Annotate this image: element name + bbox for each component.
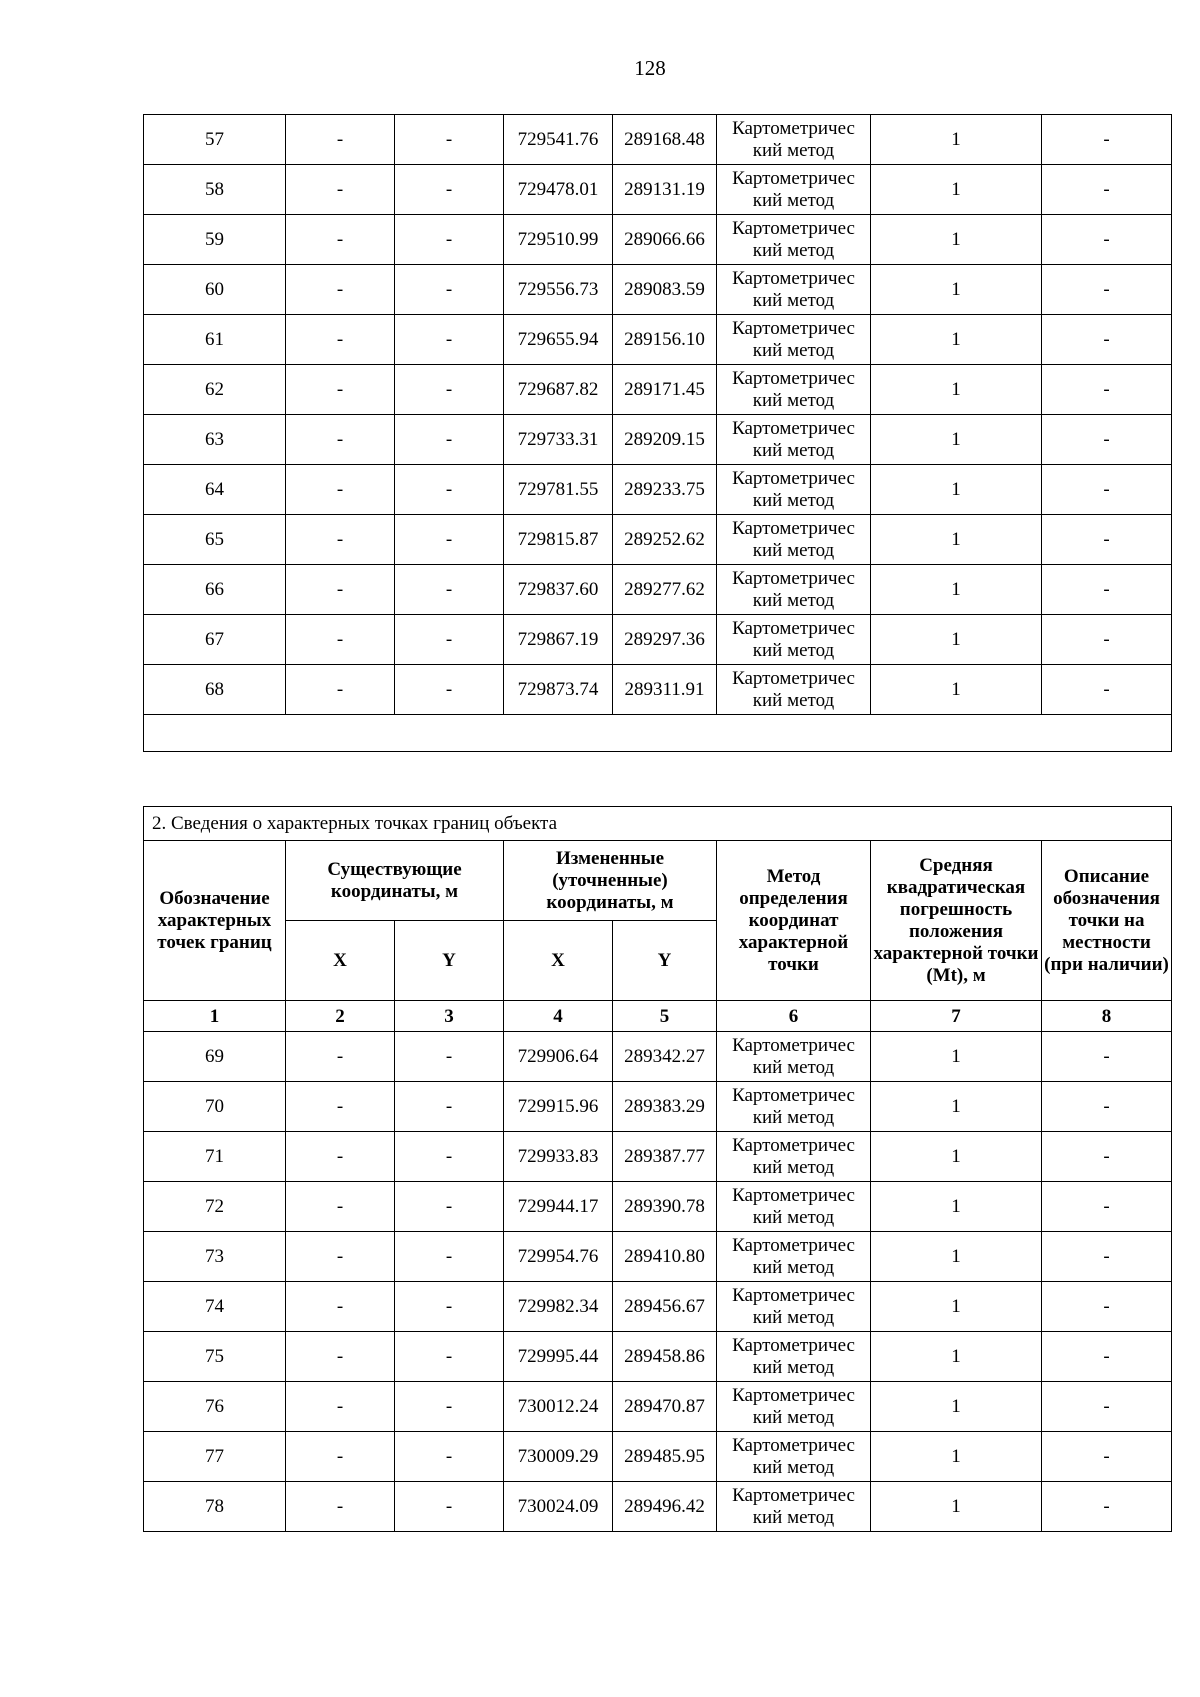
table-row — [144, 465, 1172, 515]
method-cell — [717, 1282, 871, 1332]
changed-y-cell: 289131.19 — [613, 165, 717, 215]
point-description-cell: - — [1042, 665, 1172, 715]
existing-y-cell: - — [395, 165, 504, 215]
changed-x-cell: 729995.44 — [504, 1332, 613, 1382]
method-cell — [717, 415, 871, 465]
point-designation-cell: 66 — [144, 565, 286, 615]
changed-x-cell: 729815.87 — [504, 515, 613, 565]
changed-y-cell: 289311.91 — [613, 665, 717, 715]
method-cell — [717, 115, 871, 165]
existing-y-cell: - — [395, 415, 504, 465]
existing-x-cell: - — [286, 115, 395, 165]
existing-y-cell: - — [395, 1332, 504, 1382]
point-designation-cell: 64 — [144, 465, 286, 515]
point-description-cell: - — [1042, 415, 1172, 465]
existing-y-cell: - — [395, 1082, 504, 1132]
point-designation-cell: 78 — [144, 1482, 286, 1532]
method-text-line: кий метод — [752, 689, 835, 711]
table-row — [144, 265, 1172, 315]
accuracy-mt-cell: 1 — [871, 1282, 1042, 1332]
header-existing-coords: Существующие координаты, м — [286, 841, 504, 921]
method-text-line: кий метод — [752, 1506, 835, 1528]
point-designation-cell: 71 — [144, 1132, 286, 1182]
method-text-line: кий метод — [752, 1456, 835, 1478]
table-row — [144, 565, 1172, 615]
point-designation-cell: 76 — [144, 1382, 286, 1432]
point-description-cell: - — [1042, 1082, 1172, 1132]
method-text-line: Картометричес — [732, 267, 855, 289]
changed-x-cell: 729954.76 — [504, 1232, 613, 1282]
column-number: 7 — [871, 1001, 1042, 1032]
existing-y-cell: - — [395, 1132, 504, 1182]
column-number: 6 — [717, 1001, 871, 1032]
table-caption-row — [144, 807, 1172, 841]
method-text-line: кий метод — [752, 1056, 835, 1078]
points-table-continued — [143, 114, 1172, 752]
accuracy-mt-cell: 1 — [871, 165, 1042, 215]
column-number: 5 — [613, 1001, 717, 1032]
table-row — [144, 1182, 1172, 1232]
accuracy-mt-cell: 1 — [871, 1182, 1042, 1232]
accuracy-mt-cell: 1 — [871, 1032, 1042, 1082]
existing-x-cell: - — [286, 665, 395, 715]
point-description-cell: - — [1042, 315, 1172, 365]
table-row — [144, 1332, 1172, 1382]
existing-x-cell: - — [286, 565, 395, 615]
method-cell — [717, 215, 871, 265]
point-description-cell: - — [1042, 1032, 1172, 1082]
method-text-line: кий метод — [752, 1156, 835, 1178]
existing-y-cell: - — [395, 665, 504, 715]
method-text-line: Картометричес — [732, 1084, 855, 1106]
existing-y-cell: - — [395, 1032, 504, 1082]
method-text-line: Картометричес — [732, 217, 855, 239]
method-text-line: Картометричес — [732, 1134, 855, 1156]
table-row — [144, 1382, 1172, 1432]
header-method: Метод определения координат характерной точки — [717, 841, 871, 1001]
changed-y-cell: 289456.67 — [613, 1282, 717, 1332]
method-cell — [717, 515, 871, 565]
table-row — [144, 1032, 1172, 1082]
method-text-line: Картометричес — [732, 1384, 855, 1406]
existing-y-cell: - — [395, 1232, 504, 1282]
changed-x-cell: 729781.55 — [504, 465, 613, 515]
changed-y-cell: 289083.59 — [613, 265, 717, 315]
changed-x-cell: 729733.31 — [504, 415, 613, 465]
point-description-cell: - — [1042, 565, 1172, 615]
point-description-cell: - — [1042, 1282, 1172, 1332]
method-text-line: кий метод — [752, 1106, 835, 1128]
accuracy-mt-cell: 1 — [871, 215, 1042, 265]
point-designation-cell: 70 — [144, 1082, 286, 1132]
existing-x-cell: - — [286, 1332, 395, 1382]
existing-x-cell: - — [286, 265, 395, 315]
changed-x-cell: 729933.83 — [504, 1132, 613, 1182]
method-text-line: Картометричес — [732, 1484, 855, 1506]
header-changed-y: Y — [613, 921, 717, 1001]
changed-y-cell: 289171.45 — [613, 365, 717, 415]
accuracy-mt-cell: 1 — [871, 515, 1042, 565]
method-cell — [717, 1432, 871, 1482]
point-description-cell: - — [1042, 515, 1172, 565]
method-text-line: кий метод — [752, 189, 835, 211]
changed-x-cell: 729906.64 — [504, 1032, 613, 1082]
changed-x-cell: 729873.74 — [504, 665, 613, 715]
existing-x-cell: - — [286, 165, 395, 215]
method-text-line: кий метод — [752, 589, 835, 611]
existing-x-cell: - — [286, 1432, 395, 1482]
changed-x-cell: 729867.19 — [504, 615, 613, 665]
point-designation-cell: 68 — [144, 665, 286, 715]
method-cell — [717, 1232, 871, 1282]
method-text-line: кий метод — [752, 389, 835, 411]
existing-y-cell: - — [395, 215, 504, 265]
existing-x-cell: - — [286, 1382, 395, 1432]
method-cell — [717, 665, 871, 715]
point-designation-cell: 75 — [144, 1332, 286, 1382]
method-text-line: кий метод — [752, 139, 835, 161]
method-cell — [717, 265, 871, 315]
existing-x-cell: - — [286, 315, 395, 365]
table-row — [144, 1232, 1172, 1282]
table-row — [144, 1282, 1172, 1332]
table-row — [144, 615, 1172, 665]
accuracy-mt-cell: 1 — [871, 115, 1042, 165]
existing-y-cell: - — [395, 465, 504, 515]
method-text-line: Картометричес — [732, 1034, 855, 1056]
existing-y-cell: - — [395, 265, 504, 315]
changed-y-cell: 289277.62 — [613, 565, 717, 615]
header-accuracy: Средняя квадратическая погрешность положения характерной точки (Mt), м — [871, 841, 1042, 1001]
accuracy-mt-cell: 1 — [871, 365, 1042, 415]
table-caption: 2. Сведения о характерных точках границ объекта — [144, 807, 1172, 841]
method-text-line: Картометричес — [732, 367, 855, 389]
existing-x-cell: - — [286, 1132, 395, 1182]
existing-y-cell: - — [395, 1482, 504, 1532]
method-text-line: Картометричес — [732, 517, 855, 539]
empty-cell — [144, 715, 1172, 752]
changed-y-cell: 289390.78 — [613, 1182, 717, 1232]
method-cell — [717, 1382, 871, 1432]
accuracy-mt-cell: 1 — [871, 1332, 1042, 1382]
boundary-points-table-body — [144, 1032, 1172, 1532]
point-description-cell: - — [1042, 165, 1172, 215]
changed-x-cell: 729478.01 — [504, 165, 613, 215]
point-description-cell: - — [1042, 1332, 1172, 1382]
accuracy-mt-cell: 1 — [871, 465, 1042, 515]
changed-x-cell: 730012.24 — [504, 1382, 613, 1432]
accuracy-mt-cell: 1 — [871, 1132, 1042, 1182]
changed-y-cell: 289410.80 — [613, 1232, 717, 1282]
column-number: 2 — [286, 1001, 395, 1032]
point-designation-cell: 77 — [144, 1432, 286, 1482]
existing-x-cell: - — [286, 615, 395, 665]
existing-x-cell: - — [286, 515, 395, 565]
method-text-line: Картометричес — [732, 1334, 855, 1356]
boundary-points-table — [143, 806, 1172, 1532]
existing-x-cell: - — [286, 465, 395, 515]
table-row — [144, 515, 1172, 565]
point-description-cell: - — [1042, 265, 1172, 315]
method-text-line: Картометричес — [732, 1284, 855, 1306]
changed-x-cell: 730009.29 — [504, 1432, 613, 1482]
existing-x-cell: - — [286, 1082, 395, 1132]
method-text-line: Картометричес — [732, 617, 855, 639]
changed-y-cell: 289485.95 — [613, 1432, 717, 1482]
accuracy-mt-cell: 1 — [871, 565, 1042, 615]
point-designation-cell: 61 — [144, 315, 286, 365]
existing-y-cell: - — [395, 1382, 504, 1432]
method-text-line: Картометричес — [732, 317, 855, 339]
accuracy-mt-cell: 1 — [871, 1232, 1042, 1282]
existing-y-cell: - — [395, 365, 504, 415]
table-row — [144, 1132, 1172, 1182]
changed-x-cell: 729687.82 — [504, 365, 613, 415]
existing-y-cell: - — [395, 615, 504, 665]
point-designation-cell: 57 — [144, 115, 286, 165]
accuracy-mt-cell: 1 — [871, 1482, 1042, 1532]
method-text-line: кий метод — [752, 1406, 835, 1428]
changed-x-cell: 729655.94 — [504, 315, 613, 365]
changed-y-cell: 289496.42 — [613, 1482, 717, 1532]
accuracy-mt-cell: 1 — [871, 1082, 1042, 1132]
method-text-line: Картометричес — [732, 117, 855, 139]
method-text-line: кий метод — [752, 1356, 835, 1378]
changed-x-cell: 729915.96 — [504, 1082, 613, 1132]
existing-x-cell: - — [286, 215, 395, 265]
accuracy-mt-cell: 1 — [871, 665, 1042, 715]
method-cell — [717, 365, 871, 415]
method-cell — [717, 1032, 871, 1082]
changed-y-cell: 289297.36 — [613, 615, 717, 665]
changed-x-cell: 729556.73 — [504, 265, 613, 315]
existing-x-cell: - — [286, 1282, 395, 1332]
point-description-cell: - — [1042, 1432, 1172, 1482]
point-designation-cell: 60 — [144, 265, 286, 315]
method-cell — [717, 1482, 871, 1532]
accuracy-mt-cell: 1 — [871, 1382, 1042, 1432]
method-text-line: Картометричес — [732, 667, 855, 689]
point-designation-cell: 73 — [144, 1232, 286, 1282]
method-text-line: Картометричес — [732, 417, 855, 439]
method-cell — [717, 1082, 871, 1132]
header-existing-y: Y — [395, 921, 504, 1001]
changed-y-cell: 289233.75 — [613, 465, 717, 515]
table-row — [144, 1432, 1172, 1482]
header-existing-x: X — [286, 921, 395, 1001]
method-text-line: кий метод — [752, 1206, 835, 1228]
method-cell — [717, 1332, 871, 1382]
point-designation-cell: 67 — [144, 615, 286, 665]
changed-y-cell: 289458.86 — [613, 1332, 717, 1382]
method-text-line: кий метод — [752, 439, 835, 461]
changed-x-cell: 729510.99 — [504, 215, 613, 265]
header-row-1 — [144, 841, 1172, 921]
point-description-cell: - — [1042, 615, 1172, 665]
table-row — [144, 165, 1172, 215]
changed-x-cell: 729944.17 — [504, 1182, 613, 1232]
point-designation-cell: 59 — [144, 215, 286, 265]
table-row — [144, 115, 1172, 165]
page-number: 128 — [634, 56, 666, 80]
point-designation-cell: 58 — [144, 165, 286, 215]
point-designation-cell: 72 — [144, 1182, 286, 1232]
existing-x-cell: - — [286, 1032, 395, 1082]
point-designation-cell: 69 — [144, 1032, 286, 1082]
points-table-body — [144, 115, 1172, 715]
changed-y-cell: 289470.87 — [613, 1382, 717, 1432]
table-row — [144, 365, 1172, 415]
method-cell — [717, 465, 871, 515]
table-row — [144, 1082, 1172, 1132]
changed-x-cell: 730024.09 — [504, 1482, 613, 1532]
accuracy-mt-cell: 1 — [871, 315, 1042, 365]
changed-x-cell: 729837.60 — [504, 565, 613, 615]
table-row — [144, 315, 1172, 365]
point-description-cell: - — [1042, 1482, 1172, 1532]
table-row — [144, 415, 1172, 465]
method-text-line: кий метод — [752, 1306, 835, 1328]
changed-y-cell: 289156.10 — [613, 315, 717, 365]
method-text-line: Картометричес — [732, 467, 855, 489]
header-description: Описание обозначения точки на местности (при наличии) — [1042, 841, 1172, 1001]
changed-y-cell: 289168.48 — [613, 115, 717, 165]
method-text-line: кий метод — [752, 489, 835, 511]
changed-y-cell: 289383.29 — [613, 1082, 717, 1132]
method-text-line: Картометричес — [732, 1184, 855, 1206]
accuracy-mt-cell: 1 — [871, 265, 1042, 315]
changed-y-cell: 289209.15 — [613, 415, 717, 465]
method-text-line: Картометричес — [732, 567, 855, 589]
changed-y-cell: 289252.62 — [613, 515, 717, 565]
changed-y-cell: 289066.66 — [613, 215, 717, 265]
existing-y-cell: - — [395, 1432, 504, 1482]
existing-x-cell: - — [286, 1232, 395, 1282]
changed-x-cell: 729541.76 — [504, 115, 613, 165]
existing-y-cell: - — [395, 515, 504, 565]
existing-y-cell: - — [395, 315, 504, 365]
header-changed-x: X — [504, 921, 613, 1001]
point-description-cell: - — [1042, 115, 1172, 165]
method-text-line: кий метод — [752, 239, 835, 261]
point-description-cell: - — [1042, 215, 1172, 265]
existing-x-cell: - — [286, 415, 395, 465]
point-designation-cell: 65 — [144, 515, 286, 565]
column-number: 3 — [395, 1001, 504, 1032]
existing-y-cell: - — [395, 1282, 504, 1332]
changed-y-cell: 289342.27 — [613, 1032, 717, 1082]
method-text-line: Картометричес — [732, 167, 855, 189]
existing-x-cell: - — [286, 365, 395, 415]
method-text-line: кий метод — [752, 539, 835, 561]
changed-x-cell: 729982.34 — [504, 1282, 613, 1332]
point-designation-cell: 74 — [144, 1282, 286, 1332]
point-description-cell: - — [1042, 1232, 1172, 1282]
point-description-cell: - — [1042, 1182, 1172, 1232]
column-number: 8 — [1042, 1001, 1172, 1032]
method-cell — [717, 615, 871, 665]
table-row — [144, 215, 1172, 265]
method-text-line: кий метод — [752, 339, 835, 361]
method-text-line: Картометричес — [732, 1434, 855, 1456]
header-designation: Обозначение характерных точек границ — [144, 841, 286, 1001]
column-number: 4 — [504, 1001, 613, 1032]
table-footer-empty-row — [144, 715, 1172, 752]
column-number-row — [144, 1001, 1172, 1032]
point-description-cell: - — [1042, 1132, 1172, 1182]
accuracy-mt-cell: 1 — [871, 615, 1042, 665]
changed-y-cell: 289387.77 — [613, 1132, 717, 1182]
method-cell — [717, 165, 871, 215]
method-text-line: кий метод — [752, 1256, 835, 1278]
point-description-cell: - — [1042, 365, 1172, 415]
table-row — [144, 1482, 1172, 1532]
point-designation-cell: 62 — [144, 365, 286, 415]
method-text-line: кий метод — [752, 639, 835, 661]
existing-y-cell: - — [395, 115, 504, 165]
existing-x-cell: - — [286, 1482, 395, 1532]
method-cell — [717, 565, 871, 615]
header-changed-coords: Измененные (уточненные) координаты, м — [504, 841, 717, 921]
point-designation-cell: 63 — [144, 415, 286, 465]
method-cell — [717, 315, 871, 365]
column-number: 1 — [144, 1001, 286, 1032]
method-text-line: Картометричес — [732, 1234, 855, 1256]
point-description-cell: - — [1042, 1382, 1172, 1432]
existing-x-cell: - — [286, 1182, 395, 1232]
accuracy-mt-cell: 1 — [871, 415, 1042, 465]
existing-y-cell: - — [395, 1182, 504, 1232]
point-description-cell: - — [1042, 465, 1172, 515]
table-row — [144, 665, 1172, 715]
method-cell — [717, 1132, 871, 1182]
existing-y-cell: - — [395, 565, 504, 615]
accuracy-mt-cell: 1 — [871, 1432, 1042, 1482]
method-cell — [717, 1182, 871, 1232]
method-text-line: кий метод — [752, 289, 835, 311]
